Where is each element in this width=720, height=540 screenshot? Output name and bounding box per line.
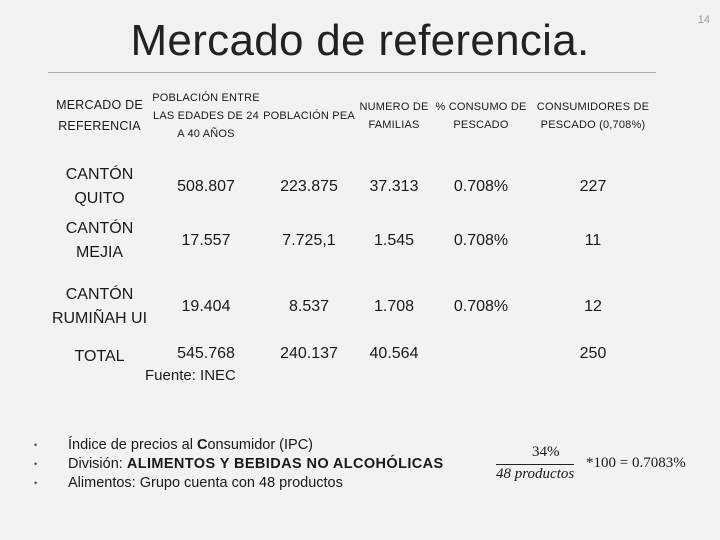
cell-pea: 8.537: [288, 297, 330, 315]
cell-poblacion: 508.807: [177, 177, 235, 195]
bullet-icon: •: [34, 459, 38, 469]
cell-consumidores: 11: [584, 232, 602, 249]
cell-poblacion: 19.404: [181, 297, 231, 315]
cell-consumo: 0.708%: [453, 177, 509, 195]
cell-familias: 37.313: [369, 177, 419, 195]
table-total-row: [48, 345, 655, 379]
cell-consumo: 0.708%: [453, 232, 509, 249]
formula-denominator: 48 productos: [496, 466, 575, 482]
cell-consumo: 0.708%: [453, 297, 509, 315]
cell-pea: 240.137: [280, 345, 338, 362]
list-item: [34, 436, 444, 455]
header-consumidores: CONSUMIDORES DE PESCADO (0,708%): [536, 101, 650, 131]
slide-title: Mercado de referencia.: [130, 16, 590, 65]
row-name: CANTÓN QUITO: [65, 165, 134, 207]
note-text: Índice de precios al: [68, 437, 197, 453]
page-number: 14: [697, 14, 710, 26]
note-bold: ALIMENTOS Y BEBIDAS NO ALCOHÓLICAS: [126, 456, 444, 472]
note-text: División:: [68, 456, 127, 472]
cell-pea: 223.875: [280, 177, 338, 195]
cell-familias: 40.564: [369, 345, 419, 362]
cell-poblacion: 17.557: [181, 232, 231, 249]
table-header-row: [48, 73, 655, 159]
row-name: TOTAL: [74, 348, 125, 365]
cell-consumidores: 250: [579, 345, 607, 362]
cell-consumidores: 12: [584, 297, 602, 315]
note-bold: C: [196, 437, 208, 453]
list-item: [34, 455, 444, 474]
list-item: [34, 474, 444, 493]
row-name: CANTÓN MEJIA: [65, 220, 134, 261]
table-source: Fuente: INEC: [145, 367, 236, 384]
table-row: [48, 159, 655, 214]
cell-familias: 1.545: [373, 232, 415, 249]
formula-numerator: 34%: [532, 444, 560, 460]
cell-poblacion: 545.768: [177, 345, 235, 362]
row-name: CANTÓN RUMIÑAH UI: [51, 285, 148, 327]
fraction-bar: [496, 464, 574, 465]
bullet-icon: •: [34, 478, 38, 488]
header-consumo: % CONSUMO DE PESCADO: [435, 101, 527, 131]
bullet-icon: •: [34, 440, 38, 450]
formula-result: *100 = 0.7083%: [586, 455, 686, 471]
note-text: Alimentos: Grupo cuenta con 48 productos: [68, 475, 343, 491]
cell-familias: 1.708: [373, 297, 415, 315]
header-mercado: MERCADO DE REFERENCIA: [56, 98, 143, 133]
cell-pea: 7.725,1: [282, 232, 336, 249]
table-row: [48, 268, 655, 345]
cell-consumidores: 227: [579, 177, 607, 195]
header-poblacion: POBLACIÓN ENTRE LAS EDADES DE 24 A 40 AÑOS: [152, 92, 260, 140]
cell-consumo: [431, 345, 531, 379]
formula: [492, 444, 717, 490]
header-pea: POBLACIÓN PEA: [263, 110, 355, 122]
notes-list: [34, 436, 444, 493]
table-row: [48, 214, 655, 268]
header-familias: NUMERO DE FAMILIAS: [359, 101, 429, 131]
reference-market-table: [48, 73, 655, 379]
note-text: onsumidor (IPC): [207, 437, 314, 453]
